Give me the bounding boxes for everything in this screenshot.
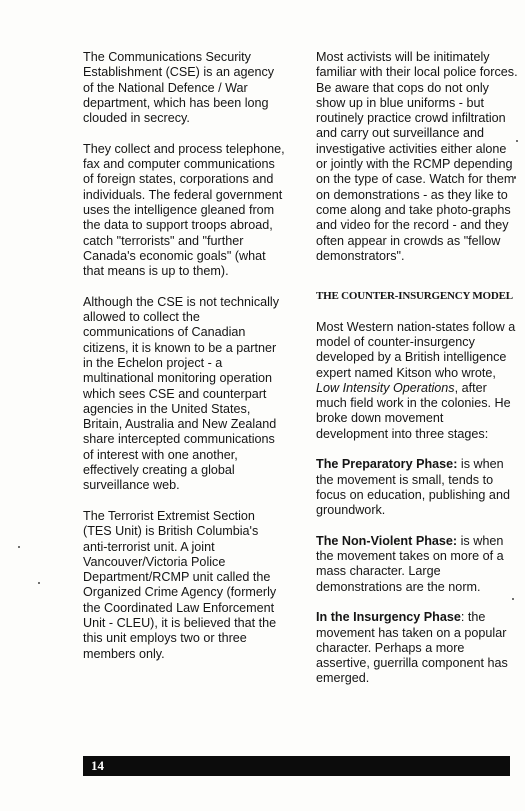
page-number: 14	[91, 758, 104, 773]
section-heading-counter-insurgency: THE COUNTER-INSURGENCY MODEL	[316, 290, 513, 303]
scan-speck	[18, 546, 20, 548]
paragraph-kitson-model	[316, 320, 518, 442]
stage-insurgency-text: : the movement has taken on a popular character. Perhaps a more assertive, guerrilla component has emerged.	[316, 610, 508, 686]
paragraph-echelon: Although the CSE is not technically allowed to collect the communications of Canadian citizens, it is known to be a partner in the Echelon project - a multinational monitoring operation which sees CSE and counterpart agencies in the United States, Britain, Australia and New Zealand share intercepted communications of interest with one another, effectively creating a global surveillance web.	[83, 294, 280, 493]
kitson-text-before: Most Western nation-states follow a model of counter-insurgency developed by a British intelligence expert named Kitson who wrote,	[316, 319, 516, 380]
scan-speck	[512, 598, 514, 600]
paragraph-cse-collection: They collect and process telephone, fax and computer communications of foreign states, corporations and individuals. The federal government uses the intelligence gleaned from the data to support troops abroad, catch "terrorists" and "further Canada's economic goals" (what that means is up to them).	[83, 141, 285, 279]
scan-speck	[516, 140, 518, 142]
paragraph-police-forces: Most activists will be initimately familiar with their local police forces. Be aware that cops do not only show up in blue uniforms - but routinely practice crowd infiltration and carry out surveillance and investigative activities either alone or jointly with the RCMP depending on the type of case. Watch for them on demonstrations - as they like to come along and take photo-graphs and video for the record - and they often appear in crowds as "fellow demonstrators".	[316, 50, 518, 263]
book-title: Low Intensity Operations	[316, 380, 455, 395]
stage-preparatory	[316, 457, 518, 518]
left-column	[83, 50, 285, 677]
paragraph-tes-unit: The Terrorist Extremist Section (TES Unit) is British Columbia's anti-terrorist unit. A joint Vancouver/Victoria Police Department/RCMP unit called the Organized Crime Agency (formerly the Coordinated Law Enforcement Unit - CLEU), it is believed that the this unit employs two or three members only.	[83, 508, 277, 661]
stage-insurgency-lead: In the Insurgency Phase	[316, 610, 461, 625]
right-column	[316, 50, 518, 702]
scan-speck	[38, 582, 40, 584]
stage-preparatory-text: is when the movement is small, tends to focus on education, publishing and groundwork.	[316, 457, 510, 518]
footer-bar	[83, 756, 510, 776]
stage-insurgency	[316, 610, 518, 686]
kitson-text-after: , after much field work in the colonies. He broke down movement development into three stages:	[316, 380, 511, 441]
stage-non-violent-lead: The Non-Violent Phase:	[316, 533, 458, 548]
paragraph-cse-intro: The Communications Security Establishment (CSE) is an agency of the National Defence / War department, which has been long clouded in secrecy.	[83, 50, 275, 126]
scan-speck	[514, 176, 516, 179]
stage-preparatory-lead: The Preparatory Phase:	[316, 457, 458, 472]
stage-non-violent-text: is when the movement takes on more of a mass character. Large demonstrations are the norm.	[316, 533, 504, 594]
stage-non-violent	[316, 534, 518, 595]
